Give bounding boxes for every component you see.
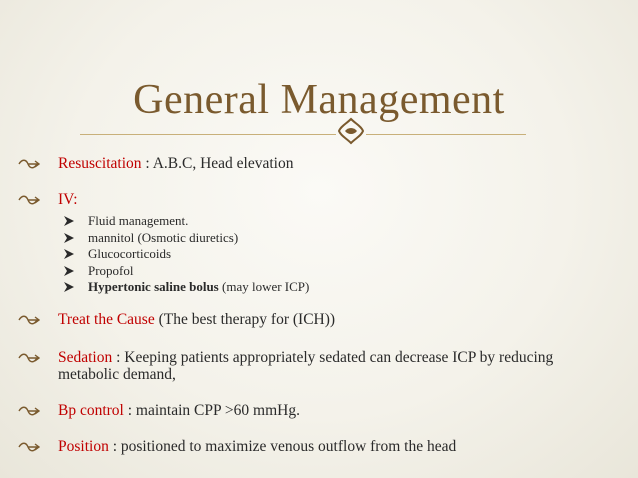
item-keyword: Resuscitation — [58, 155, 142, 172]
sub-list-item — [58, 246, 618, 263]
item-text: : maintain CPP >60 mmHg. — [123, 401, 300, 419]
item-keyword: Sedation — [58, 348, 113, 366]
arrowhead-bullet-icon — [64, 216, 74, 226]
list-item — [18, 402, 618, 419]
item-keyword: IV: — [58, 191, 78, 208]
title-divider-left — [80, 134, 336, 135]
item-text: : Keeping patients appropriately sedated can decrease ICP by reducing metabolic demand, — [58, 348, 554, 383]
item-keyword: Bp control — [58, 401, 124, 419]
arrowhead-bullet-icon — [64, 249, 74, 259]
item-keyword: Position — [58, 437, 109, 455]
fleuron-bullet-icon — [18, 194, 40, 206]
sub-item-bold-text: Hypertonic saline bolus — [88, 279, 219, 294]
sub-item-text: (may lower ICP) — [218, 279, 310, 294]
fleuron-ornament-icon — [336, 116, 366, 146]
fleuron-bullet-icon — [18, 314, 40, 326]
fleuron-bullet-icon — [18, 352, 40, 364]
sub-item-text: Propofol — [88, 262, 134, 278]
item-text: : positioned to maximize venous outflow from the head — [108, 437, 457, 455]
arrowhead-bullet-icon — [64, 233, 74, 243]
item-text: : A.B.C, Head elevation — [141, 155, 294, 172]
list-item — [18, 438, 618, 455]
sub-list-item — [58, 263, 618, 280]
list-item — [18, 349, 618, 383]
title-divider-right — [366, 134, 526, 135]
arrowhead-bullet-icon — [64, 266, 74, 276]
list-item — [18, 155, 618, 172]
item-keyword: Treat the Cause — [58, 310, 155, 328]
fleuron-bullet-icon — [18, 405, 40, 417]
list-item — [18, 191, 618, 296]
bullet-list — [18, 150, 618, 455]
fleuron-bullet-icon — [18, 441, 40, 453]
sub-list-item — [58, 230, 618, 247]
sub-item-text: mannitol (Osmotic diuretics) — [88, 229, 239, 245]
arrowhead-bullet-icon — [64, 282, 74, 292]
sub-item-text: Glucocorticoids — [88, 246, 172, 261]
sub-list-item — [58, 279, 618, 296]
fleuron-bullet-icon — [18, 158, 40, 170]
sub-list-item — [58, 213, 618, 230]
sub-list — [58, 213, 618, 296]
list-item — [18, 311, 618, 328]
sub-item-text: Fluid management. — [88, 213, 189, 228]
slide-title: General Management — [133, 77, 505, 123]
item-text: (The best therapy for (ICH)) — [154, 310, 336, 328]
